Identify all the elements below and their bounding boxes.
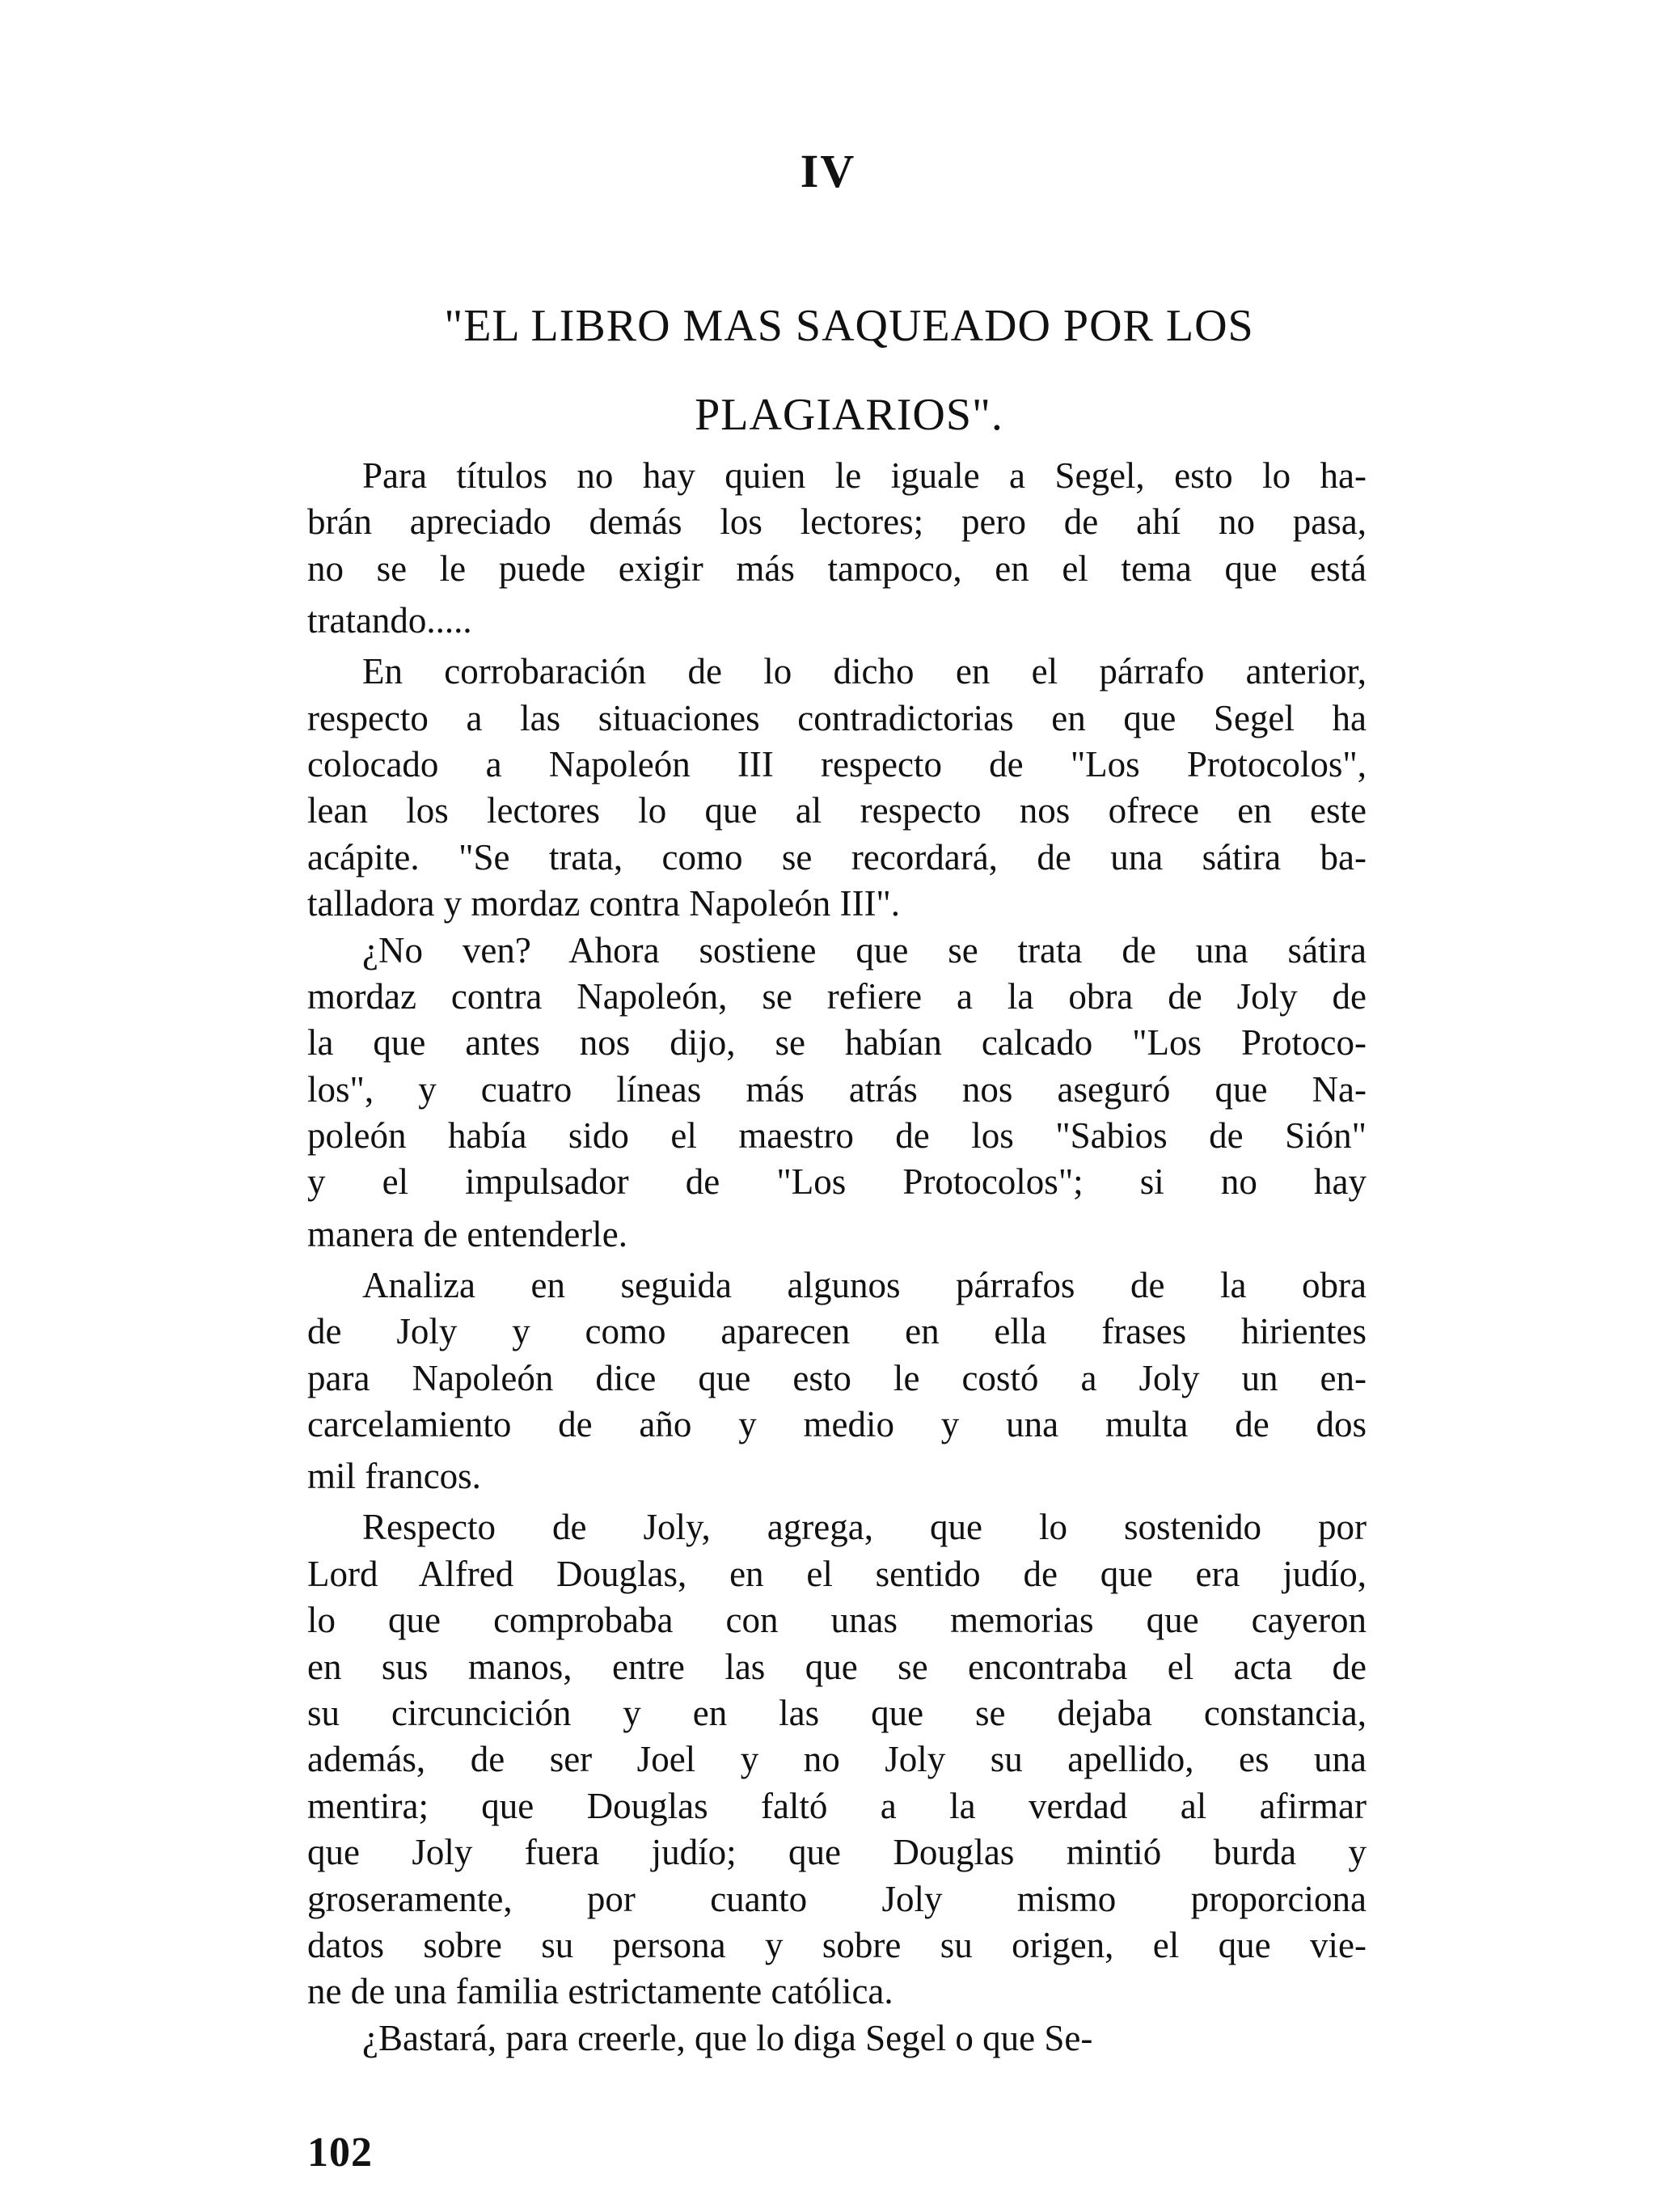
text-line: Analiza en seguida algunos párrafos de la obra xyxy=(362,1264,1367,1305)
chapter-title xyxy=(323,281,1375,459)
body-text xyxy=(307,453,1367,2062)
text-line: los", y cuatro líneas más atrás nos aseguró que Na- xyxy=(307,1068,1367,1110)
text-line: carcelamiento de año y medio y una multa de dos xyxy=(307,1404,1367,1445)
paragraph xyxy=(307,649,1367,927)
text-line: además, de ser Joel y no Joly su apellido, es una xyxy=(307,1739,1367,1780)
text-line: ¿No ven? Ahora sostiene que se trata de una sátira xyxy=(362,929,1367,971)
text-line: groseramente, por cuanto Joly mismo proporciona xyxy=(307,1878,1367,1919)
text-line: mentira; que Douglas faltó a la verdad al afirmar xyxy=(307,1785,1367,1826)
text-line: en sus manos, entre las que se encontraba el acta de xyxy=(307,1646,1367,1687)
text-line: En corrobaración de lo dicho en el párrafo anterior, xyxy=(362,651,1367,692)
text-line: su circuncición y en las que se dejaba constancia, xyxy=(307,1692,1367,1733)
text-line: ¿Bastará, para creerle, que lo diga Segel o que Se- xyxy=(362,2017,1093,2058)
chapter-title-line: PLAGIARIOS". xyxy=(695,390,1003,440)
paragraph xyxy=(307,1504,1367,2015)
text-line: no se le puede exigir más tampoco, en el tema que está xyxy=(307,548,1367,589)
text-line: mordaz contra Napoleón, se refiere a la obra de Joly de xyxy=(307,975,1367,1017)
text-line: brán apreciado demás los lectores; pero de ahí no pasa, xyxy=(307,501,1367,543)
text-line: Respecto de Joly, agrega, que lo sostenido por xyxy=(362,1507,1367,1548)
text-line: Lord Alfred Douglas, en el sentido de que era judío, xyxy=(307,1553,1367,1594)
text-line: manera de entenderle. xyxy=(307,1213,628,1254)
text-line: respecto a las situaciones contradictorias en que Segel ha xyxy=(307,697,1367,738)
paragraph xyxy=(307,453,1367,649)
text-line: y el impulsador de "Los Protocolos"; si no hay xyxy=(307,1161,1367,1203)
chapter-number: IV xyxy=(800,145,856,197)
paragraph xyxy=(307,928,1367,1262)
text-line: Para títulos no hay quien le iguale a Segel, esto lo ha- xyxy=(362,455,1367,496)
text-line: colocado a Napoleón III respecto de "Los Protocolos", xyxy=(307,743,1367,785)
paragraph xyxy=(307,2015,1367,2062)
text-line: poleón había sido el maestro de los "Sabios de Sión" xyxy=(307,1115,1367,1157)
text-line: la que antes nos dijo, se habían calcado "Los Protoco- xyxy=(307,1022,1367,1064)
text-line: lean los lectores lo que al respecto nos ofrece en este xyxy=(307,790,1367,831)
text-line: para Napoleón dice que esto le costó a Joly un en- xyxy=(307,1357,1367,1398)
text-line: lo que comprobaba con unas memorias que cayeron xyxy=(307,1600,1367,1641)
paragraph xyxy=(307,1262,1367,1505)
chapter-title-line: "EL LIBRO MAS SAQUEADO POR LOS xyxy=(444,301,1254,351)
text-line: que Joly fuera judío; que Douglas mintió burda y xyxy=(307,1832,1367,1873)
text-line: talladora y mordaz contra Napoleón III". xyxy=(307,883,901,924)
text-line: de Joly y como aparecen en ella frases hirientes xyxy=(307,1311,1367,1352)
text-line: acápite. "Se trata, como se recordará, de una sátira ba- xyxy=(307,836,1367,878)
text-line: mil francos. xyxy=(307,1456,481,1497)
page-number: 102 xyxy=(307,2130,373,2176)
text-line: datos sobre su persona y sobre su origen, el que vie- xyxy=(307,1924,1367,1965)
text-line: ne de una familia estrictamente católica. xyxy=(307,1971,893,2012)
text-line: tratando..... xyxy=(307,600,472,641)
